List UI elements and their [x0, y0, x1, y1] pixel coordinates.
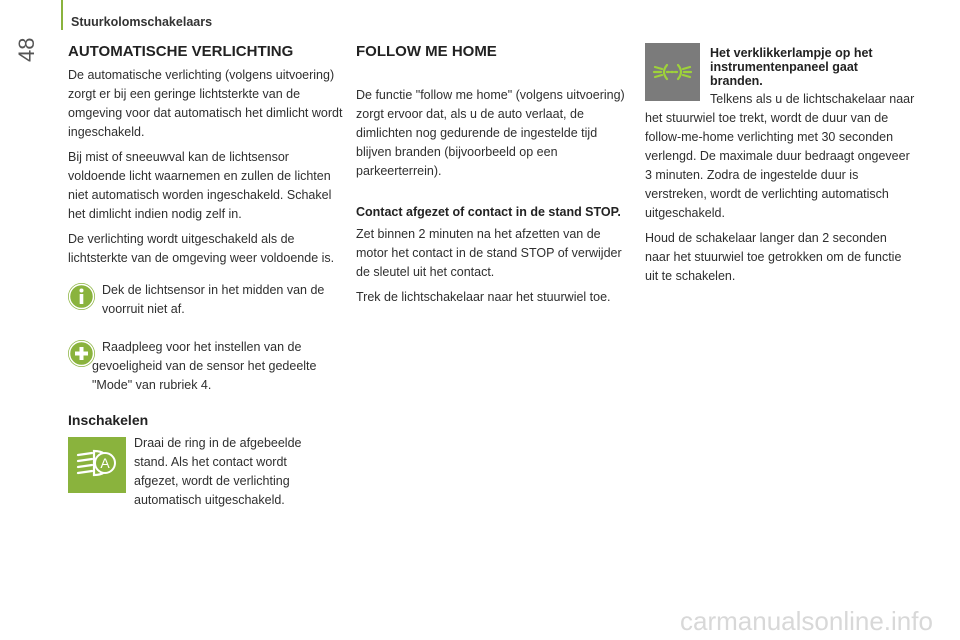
plus-note: Raadpleeg voor het instellen van de gevoeligheid van de sensor het gedeelte "Mode" van rubriek 4.	[92, 340, 317, 392]
plus-icon	[68, 340, 95, 367]
paragraph: Bij mist of sneeuwval kan de lichtsensor voldoende licht waarnemen en zullen de lichten niet automatisch worden ingeschakeld. Schakel het dimlicht indien nodig zelf in.	[68, 150, 332, 221]
column-follow-me-home	[356, 43, 626, 313]
info-icon	[68, 283, 95, 310]
inschakelen-text: Draai de ring in de afgebeelde stand. Als het contact wordt afgezet, wordt de verlichting automatisch uitgeschakeld.	[134, 436, 302, 507]
column-lamp-text	[645, 90, 915, 292]
section-title: Stuurkolomschakelaars	[71, 15, 213, 29]
watermark: carmanualsonline.info	[680, 606, 933, 636]
page-number: 48	[14, 37, 39, 62]
heading-inschakelen: Inschakelen	[68, 412, 149, 428]
auto-headlamp-icon	[68, 437, 126, 493]
paragraph: Houd de schakelaar langer dan 2 seconden naar het stuurwiel toe getrokken om de functie uit te schakelen.	[645, 231, 902, 283]
subheading-verklikkerlampje: Het verklikkerlampje op het instrumentenpaneel gaat branden.	[710, 46, 873, 88]
subheading-contact-afgezet: Contact afgezet of contact in de stand STOP.	[356, 205, 621, 219]
info-note: Dek de lichtsensor in het midden van de voorruit niet af.	[102, 283, 325, 316]
section-marker	[61, 0, 63, 30]
paragraph: Telkens als u de lichtschakelaar naar het stuurwiel toe trekt, wordt de duur van de follow-me-home verlichting met 30 seconden verlengd. De maximale duur bedraagt ongeveer 3 minuten. Zodra de ingestelde duur is verstreken, wordt de verlichting automatisch uitgeschakeld.	[645, 92, 915, 220]
paragraph: De verlichting wordt uitgeschakeld als de lichtsterkte van de omgeving weer voldoende is.	[68, 232, 335, 265]
column-auto-lighting	[68, 43, 343, 274]
paragraph: De automatische verlichting (volgens uitvoering) zorgt er bij een geringe lichtsterkte van de omgeving voor dat automatisch het dimlicht wordt ingeschakeld.	[68, 68, 343, 139]
paragraph: De functie "follow me home" (volgens uitvoering) zorgt ervoor dat, als u de auto verlaat, de dimlichten nog gedurende de ingestelde tijd blijven branden (bijvoorbeeld op een parkeerterrein).	[356, 88, 625, 178]
heading-automatische-verlichting: AUTOMATISCHE VERLICHTING	[68, 43, 294, 60]
paragraph: Zet binnen 2 minuten na het afzetten van de motor het contact in de stand STOP of verwijder de sleutel uit het contact.	[356, 227, 622, 279]
svg-text:A: A	[100, 455, 110, 471]
paragraph: Trek de lichtschakelaar naar het stuurwiel toe.	[356, 290, 611, 304]
heading-follow-me-home: FOLLOW ME HOME	[356, 43, 497, 60]
